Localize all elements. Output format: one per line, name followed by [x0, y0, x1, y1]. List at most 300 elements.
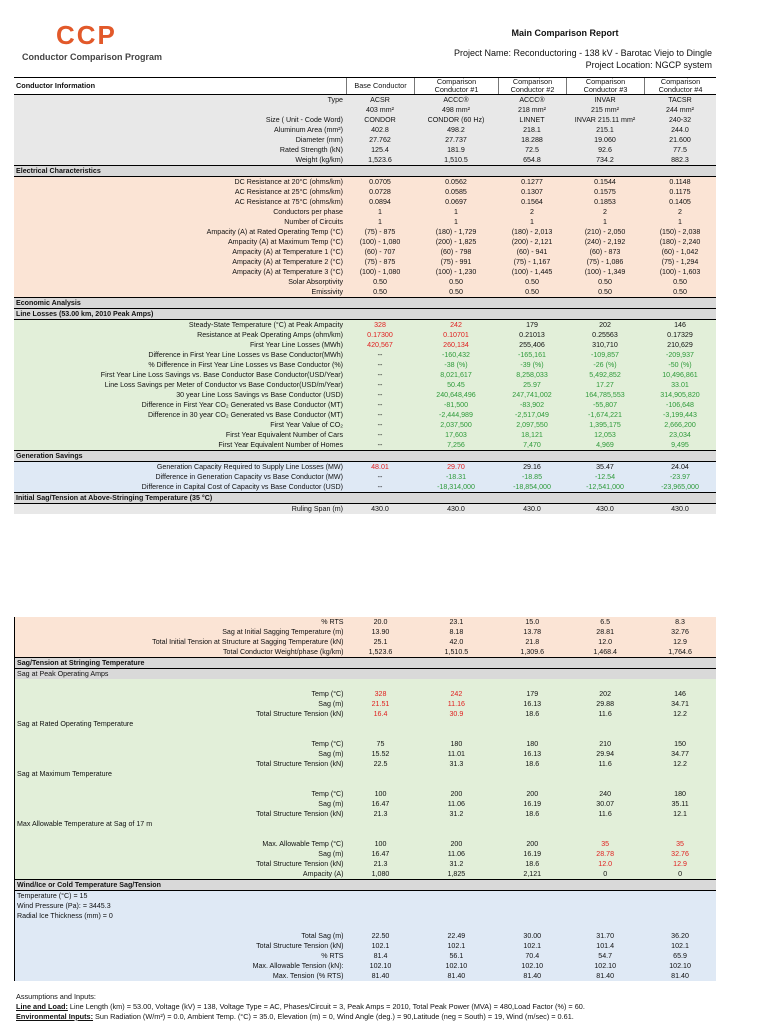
- cell-comparison-3: 1: [603, 218, 607, 226]
- cell-comparison-2: 2,097,550: [516, 421, 548, 429]
- cell-comparison-2: 2,121: [523, 870, 542, 878]
- cell-comparison-3: -12,541,000: [586, 483, 624, 491]
- table-row: [14, 430, 716, 440]
- cell-comparison-2: 0.1307: [521, 188, 543, 196]
- cell-comparison-1: (60) - 798: [440, 248, 472, 256]
- row-label: 30 year Line Loss Savings vs Base Conductor (USD): [176, 391, 343, 399]
- row-label: Line Loss Savings per Meter of Conductor vs Base Conductor(USD/m/Year): [104, 381, 343, 389]
- cell-comparison-1: 2,037,500: [440, 421, 472, 429]
- cell-comparison-2: (100) - 1,445: [511, 268, 553, 276]
- cell-comparison-4: 210,629: [667, 341, 693, 349]
- cell-comparison-1: -81,500: [443, 401, 469, 409]
- row-label: Sag (m): [318, 800, 344, 808]
- cell-comparison-3: 0.25563: [592, 331, 618, 339]
- row-label: Total Structure Tension (kN): [256, 710, 344, 718]
- cell-comparison-4: 12.9: [673, 860, 687, 868]
- cell-comparison-3: 102.10: [594, 962, 617, 970]
- row-label: Total Structure Tension (kN): [256, 942, 344, 950]
- cell-comparison-3: -26 (%): [593, 361, 617, 369]
- row-label: AC Resistance at 75°C (ohms/km): [234, 198, 343, 206]
- cell-comparison-3: 11.6: [598, 710, 612, 718]
- cell-base: 25.1: [373, 638, 388, 646]
- table-row: [14, 482, 716, 492]
- cell-comparison-1: 11.16: [447, 700, 465, 708]
- cell-comparison-3: 215 mm²: [591, 106, 619, 114]
- cell-comparison-2: -83,902: [519, 401, 545, 409]
- cell-comparison-3: 0.50: [598, 288, 612, 296]
- table-row: [14, 115, 716, 125]
- cell-base: --: [377, 483, 383, 491]
- cell-comparison-2: 1,309.6: [520, 648, 545, 656]
- cell-comparison-4: 33.01: [671, 381, 689, 389]
- table-row: [15, 859, 716, 869]
- cell-comparison-3: 202: [599, 321, 611, 329]
- electrical-section-title: Electrical Characteristics: [14, 165, 716, 177]
- cell-comparison-1: 102.10: [445, 962, 468, 970]
- row-label: Total Conductor Weight/phase (kg/km): [223, 648, 344, 656]
- cell-comparison-1: 1: [454, 218, 458, 226]
- cell-base: 403 mm²: [366, 106, 394, 114]
- cell-comparison-4: 65.9: [673, 952, 687, 960]
- row-label: Difference in Capital Cost of Capacity vs Base Conductor (USD): [141, 483, 343, 491]
- cell-comparison-1: 1,510.5: [444, 156, 468, 164]
- cell-comparison-1: 11.06: [447, 850, 465, 858]
- table-row: [15, 709, 716, 719]
- cell-comparison-3: 19.060: [594, 136, 616, 144]
- cell-comparison-2: 255,406: [519, 341, 545, 349]
- cell-comparison-4: -23.97: [669, 473, 691, 481]
- cell-base: 48.01: [371, 463, 389, 471]
- cell-base: 1: [378, 218, 382, 226]
- cell-base: 27.762: [369, 136, 391, 144]
- cell-comparison-3: 17.27: [596, 381, 614, 389]
- cell-comparison-3: 0: [603, 870, 608, 878]
- cell-base: --: [377, 371, 383, 379]
- table-row: [15, 699, 716, 709]
- cell-comparison-1: (200) - 1,825: [435, 238, 477, 246]
- table-row: [14, 145, 716, 155]
- cell-base: 328: [374, 690, 387, 698]
- cell-comparison-2: 179: [526, 321, 538, 329]
- cell-comparison-2: (60) - 941: [516, 248, 548, 256]
- cell-comparison-3: INVAR 215.11 mm²: [574, 116, 636, 124]
- cell-comparison-4: (75) - 1,294: [661, 258, 699, 266]
- cell-comparison-1: 31.2: [449, 810, 464, 818]
- cell-comparison-2: 18,121: [521, 431, 543, 439]
- table-row: [14, 380, 716, 390]
- cell-comparison-3: 12.0: [598, 860, 613, 868]
- cell-comparison-4: 12.9: [673, 638, 687, 646]
- row-label: Type: [327, 96, 343, 104]
- cell-comparison-1: 0.0697: [445, 198, 467, 206]
- cell-comparison-3: 54.7: [598, 952, 613, 960]
- cell-comparison-1: 42.0: [449, 638, 464, 646]
- table-row: [14, 95, 716, 105]
- row-label: Difference in 30 year CO₂ Generated vs Base Conductor (MT): [147, 411, 343, 419]
- logo-subtitle: Conductor Comparison Program: [22, 52, 163, 62]
- cell-comparison-3: 215.1: [596, 126, 614, 134]
- row-label: Ampacity (A) at Temperature 1 (°C): [232, 248, 343, 256]
- cell-base: 100: [374, 790, 387, 798]
- cell-base: --: [377, 421, 383, 429]
- cell-comparison-3: 30.07: [596, 800, 615, 808]
- row-label: Total Structure Tension (kN): [256, 860, 344, 868]
- cell-comparison-1: CONDOR (60 Hz): [427, 116, 485, 124]
- comparison-4-header: Comparison Conductor #4: [644, 78, 716, 94]
- row-label: First Year Equivalent Number of Homes: [218, 441, 343, 449]
- table-row: [14, 400, 716, 410]
- cell-comparison-3: 28.78: [596, 850, 615, 858]
- cell-comparison-1: 181.9: [447, 146, 465, 154]
- cell-comparison-3: 35: [601, 840, 610, 848]
- initial-sag-rows: [15, 617, 716, 657]
- cell-comparison-2: 16.13: [523, 700, 542, 708]
- cell-comparison-4: 0.1405: [669, 198, 691, 206]
- cell-comparison-3: 310,710: [592, 341, 618, 349]
- table-row: [14, 105, 716, 115]
- cell-comparison-4: 77.5: [673, 146, 687, 154]
- cell-comparison-3: 11.6: [598, 810, 612, 818]
- cell-base: 21.51: [371, 700, 390, 708]
- table-row: [15, 951, 716, 961]
- cell-comparison-1: 11.01: [447, 750, 465, 758]
- cell-comparison-3: 734.2: [596, 156, 614, 164]
- cell-base: (75) - 875: [364, 228, 396, 236]
- cell-base: 420,567: [367, 341, 393, 349]
- cell-comparison-2: 16.19: [523, 850, 542, 858]
- table-row: [15, 637, 716, 647]
- cell-comparison-2: 200: [526, 790, 539, 798]
- row-label: Steady-State Temperature (°C) at Peak Ampacity: [188, 321, 343, 329]
- cell-comparison-4: 0: [678, 870, 683, 878]
- cell-comparison-1: -38 (%): [444, 361, 468, 369]
- cell-comparison-2: 200: [526, 840, 539, 848]
- comparison-table-top: [14, 77, 716, 514]
- generation-section-title: Generation Savings: [14, 450, 716, 462]
- table-row: [14, 207, 716, 217]
- environmental-inputs: Environmental Inputs: Sun Radiation (W/m²) = 0.0, Ambient Temp. (°C) = 35.0, Elevation (m) = 0, Wind Angle (deg.) = 90,Latitude (neg = South) = 19, Wind (m/sec) = 0.61.: [16, 1012, 574, 1021]
- cell-base: 21.3: [373, 860, 388, 868]
- cell-base: 1,523.6: [368, 156, 392, 164]
- row-label: Ruling Span (m): [291, 505, 343, 513]
- table-row: [15, 869, 716, 879]
- initial-sag-section-title: Initial Sag/Tension at Above-Stringing Temperature (35 °C): [14, 492, 716, 504]
- table-row: [14, 330, 716, 340]
- table-row: [14, 350, 716, 360]
- cell-comparison-4: 240-32: [668, 116, 692, 124]
- table-row: [14, 504, 716, 514]
- cell-comparison-3: 101.4: [596, 942, 615, 950]
- cell-comparison-4: 12.1: [673, 810, 687, 818]
- row-label: Sag (m): [318, 850, 344, 858]
- cell-comparison-2: 218.1: [523, 126, 541, 134]
- comparison-1-header: Comparison Conductor #1: [414, 78, 498, 94]
- cell-comparison-1: 56.1: [449, 952, 464, 960]
- cell-comparison-3: 5,492,852: [589, 371, 621, 379]
- cell-comparison-2: 247,741,002: [512, 391, 552, 399]
- cell-comparison-1: 8,021,617: [440, 371, 472, 379]
- cell-comparison-3: 29.88: [596, 700, 615, 708]
- row-label: Max. Allowable Tension (kN):: [252, 962, 344, 970]
- cell-comparison-3: 1,468.4: [593, 648, 617, 656]
- table-row: [15, 617, 716, 627]
- row-label: Total Structure Tension (kN): [256, 760, 344, 768]
- table-row: [14, 237, 716, 247]
- cell-comparison-2: 29.16: [523, 463, 541, 471]
- wind-note-pressure: Wind Pressure (Pa): = 3445.3: [17, 902, 111, 910]
- table-row: [15, 809, 716, 819]
- row-label: Total Initial Tension at Structure at Sagging Temperature (kN): [152, 638, 344, 646]
- wind-note-temperature: Temperature (°C) = 15: [17, 892, 88, 900]
- table-row: [14, 472, 716, 482]
- cell-base: 22.5: [373, 760, 388, 768]
- cell-comparison-3: 430.0: [596, 505, 614, 513]
- cell-comparison-3: (100) - 1,349: [584, 268, 626, 276]
- cell-comparison-3: 0.1853: [594, 198, 616, 206]
- cell-comparison-2: LINNET: [519, 116, 545, 124]
- cell-comparison-4: 35.11: [671, 800, 689, 808]
- table-row: [14, 187, 716, 197]
- table-row: [14, 440, 716, 450]
- cell-base: (75) - 875: [364, 258, 396, 266]
- row-label: Weight (kg/km): [295, 156, 343, 164]
- cell-comparison-1: -160,432: [441, 351, 470, 359]
- table-row: [15, 759, 716, 769]
- row-label: Sag at Initial Sagging Temperature (m): [222, 628, 344, 636]
- cell-comparison-4: -106,648: [665, 401, 694, 409]
- cell-base: 15.52: [371, 750, 390, 758]
- cell-comparison-4: 34.71: [671, 700, 689, 708]
- table-header: [14, 77, 716, 95]
- cell-comparison-1: 81.40: [447, 972, 466, 980]
- table-row: [14, 340, 716, 350]
- row-label: % Difference in First Year Line Losses vs Base Conductor (%): [148, 361, 343, 369]
- cell-comparison-1: 0.0585: [445, 188, 467, 196]
- cell-base: 0.17300: [367, 331, 393, 339]
- cell-comparison-4: -50 (%): [668, 361, 692, 369]
- row-label: % RTS: [321, 952, 344, 960]
- cell-comparison-2: -18,854,000: [513, 483, 551, 491]
- cell-comparison-4: 21.600: [669, 136, 691, 144]
- cell-comparison-1: 30.9: [449, 710, 464, 718]
- cell-comparison-4: (60) - 1,042: [661, 248, 699, 256]
- cell-comparison-4: 10,496,861: [662, 371, 698, 379]
- cell-comparison-4: (180) - 2,240: [659, 238, 701, 246]
- table-row: [14, 390, 716, 400]
- cell-comparison-1: 1,825: [447, 870, 466, 878]
- cell-comparison-2: 18.6: [525, 860, 540, 868]
- cell-comparison-3: 29.94: [596, 750, 615, 758]
- cell-comparison-1: 50.45: [447, 381, 465, 389]
- cell-comparison-2: 72.5: [525, 146, 539, 154]
- cell-comparison-3: 6.5: [600, 618, 611, 626]
- row-label: First Year Line Loss Savings vs. Base Conductor Base Conductor(USD/Year): [100, 371, 343, 379]
- cell-comparison-2: 18.6: [525, 760, 540, 768]
- row-label: Max. Tension (% RTS): [272, 972, 344, 980]
- cell-comparison-3: 0.1575: [594, 188, 616, 196]
- cell-comparison-4: 146: [674, 321, 686, 329]
- line-losses-title: Line Losses (53.00 km, 2010 Peak Amps): [14, 309, 716, 320]
- line-loss-rows: [14, 320, 716, 450]
- cell-comparison-2: 179: [526, 690, 539, 698]
- cell-comparison-1: 0.50: [449, 278, 463, 286]
- cell-comparison-3: -1,674,221: [588, 411, 622, 419]
- table-row: [15, 739, 716, 749]
- cell-comparison-4: 0.1175: [669, 188, 691, 196]
- cell-base: 81.4: [373, 952, 388, 960]
- cell-comparison-4: 9,495: [671, 441, 689, 449]
- cell-comparison-4: 34.77: [671, 750, 689, 758]
- cell-comparison-4: 882.3: [671, 156, 689, 164]
- wind-ice-section-title: Wind/Ice or Cold Temperature Sag/Tension: [15, 879, 716, 891]
- cell-comparison-4: 430.0: [671, 505, 689, 513]
- cell-comparison-4: 81.40: [671, 972, 689, 980]
- cell-comparison-2: 102.10: [521, 962, 544, 970]
- table-row: [15, 627, 716, 637]
- cell-comparison-4: (100) - 1,603: [659, 268, 701, 276]
- cell-comparison-4: 244.0: [671, 126, 689, 134]
- report-title: Main Comparison Report: [511, 28, 619, 38]
- cell-comparison-4: (150) - 2,038: [659, 228, 701, 236]
- cell-comparison-2: (180) - 2,013: [511, 228, 553, 236]
- cell-comparison-3: (60) - 873: [589, 248, 621, 256]
- table-row: [14, 197, 716, 207]
- row-label: Rated Strength (kN): [279, 146, 343, 154]
- table-row: [15, 971, 716, 981]
- cell-comparison-4: 180: [674, 790, 686, 798]
- cell-comparison-1: (75) - 991: [440, 258, 472, 266]
- row-label: Ampacity (A) at Temperature 3 (°C): [232, 268, 343, 276]
- table-row: [14, 420, 716, 430]
- peak-amps-rows: [15, 689, 716, 719]
- cell-comparison-4: 102.10: [669, 962, 691, 970]
- cell-base: ACSR: [370, 96, 390, 104]
- table-row: [15, 647, 716, 657]
- comparison-3-header: Comparison Conductor #3: [566, 78, 644, 94]
- comparison-table-bottom: [14, 617, 716, 981]
- generation-rows: [14, 462, 716, 492]
- table-row: [14, 320, 716, 330]
- cell-base: 125.4: [371, 146, 389, 154]
- base-conductor-header: Base Conductor: [346, 78, 414, 94]
- row-label: Temp (°C): [311, 790, 344, 798]
- cell-comparison-4: 1,764.6: [668, 648, 692, 656]
- assumptions-title: Assumptions and Inputs:: [16, 992, 96, 1001]
- ccp-logo: CCP: [56, 20, 117, 50]
- row-label: Number of Circuits: [284, 218, 343, 226]
- cell-comparison-2: 654.8: [523, 156, 541, 164]
- cell-base: 100: [374, 840, 387, 848]
- cell-comparison-1: 242: [450, 690, 463, 698]
- cell-base: 16.47: [371, 800, 390, 808]
- cell-comparison-2: -18.85: [521, 473, 543, 481]
- cell-comparison-4: 23,034: [669, 431, 691, 439]
- cell-comparison-1: -18,314,000: [437, 483, 475, 491]
- row-label: Conductors per phase: [273, 208, 343, 216]
- table-row: [14, 177, 716, 187]
- cell-comparison-2: 81.40: [523, 972, 542, 980]
- row-label: Temp (°C): [311, 690, 344, 698]
- cell-base: --: [377, 411, 383, 419]
- cell-comparison-2: 102.1: [523, 942, 542, 950]
- table-row: [15, 931, 716, 941]
- cell-comparison-4: 12.2: [673, 760, 687, 768]
- cell-comparison-1: 11.06: [447, 800, 465, 808]
- cell-comparison-3: (240) - 2,192: [584, 238, 626, 246]
- cell-comparison-1: 0.10701: [443, 331, 469, 339]
- cell-comparison-3: 164,785,553: [585, 391, 625, 399]
- table-row: [14, 277, 716, 287]
- cell-comparison-3: 210: [599, 740, 612, 748]
- cell-comparison-2: 18.6: [525, 710, 540, 718]
- cell-comparison-4: 0.50: [673, 288, 687, 296]
- cell-comparison-2: 0.50: [525, 288, 539, 296]
- economic-section-title: Economic Analysis: [14, 297, 716, 309]
- row-label: Ampacity (A) at Maximum Temp (°C): [227, 238, 343, 246]
- row-label: Generation Capacity Required to Supply Line Losses (MW): [156, 463, 343, 471]
- cell-base: 430.0: [371, 505, 389, 513]
- cell-comparison-3: 92.6: [598, 146, 612, 154]
- cell-comparison-4: 36.20: [671, 932, 689, 940]
- cell-comparison-1: 31.3: [449, 760, 464, 768]
- table-row: [14, 462, 716, 472]
- cell-base: 0.0705: [369, 178, 391, 186]
- row-label: First Year Line Losses (MWh): [249, 341, 343, 349]
- cell-base: --: [377, 381, 383, 389]
- cell-comparison-1: 242: [450, 321, 462, 329]
- project-name: Project Name: Reconductoring - 138 kV - Barotac Viejo to Dingle: [454, 48, 712, 58]
- table-row: [14, 155, 716, 165]
- row-label: DC Resistance at 20°C (ohms/km): [234, 178, 343, 186]
- cell-base: 328: [374, 321, 386, 329]
- cell-comparison-1: 200: [450, 790, 463, 798]
- cell-comparison-2: 7,470: [523, 441, 541, 449]
- cell-comparison-1: 17,603: [445, 431, 467, 439]
- cell-base: --: [377, 441, 383, 449]
- row-label: Aluminum Area (mm²): [274, 126, 343, 134]
- table-row: [15, 961, 716, 971]
- cell-comparison-2: -165,161: [517, 351, 546, 359]
- cell-comparison-3: 240: [599, 790, 612, 798]
- cell-comparison-1: 0.0562: [445, 178, 467, 186]
- cell-comparison-2: -2,517,049: [515, 411, 549, 419]
- cell-comparison-4: 32.76: [671, 850, 689, 858]
- table-row: [14, 217, 716, 227]
- row-label: Ampacity (A) at Rated Operating Temp (°C): [206, 228, 343, 236]
- cell-comparison-3: -109,857: [590, 351, 619, 359]
- cell-base: --: [377, 473, 383, 481]
- cell-comparison-1: 180: [450, 740, 463, 748]
- conductor-info-header: Conductor Information: [16, 81, 96, 90]
- cell-base: 16.4: [373, 710, 388, 718]
- cell-comparison-2: 1: [530, 218, 534, 226]
- table-row: [15, 849, 716, 859]
- row-label: Temp (°C): [311, 740, 344, 748]
- cell-base: 16.47: [371, 850, 390, 858]
- cell-comparison-3: 81.40: [596, 972, 615, 980]
- cell-comparison-2: 0.21013: [519, 331, 545, 339]
- cell-comparison-2: 70.4: [525, 952, 540, 960]
- table-row: [14, 125, 716, 135]
- cell-base: 102.1: [371, 942, 390, 950]
- cell-base: 21.3: [373, 810, 388, 818]
- cell-comparison-4: -209,937: [665, 351, 694, 359]
- cell-comparison-4: TACSR: [668, 96, 692, 104]
- cell-comparison-2: 16.19: [523, 800, 542, 808]
- row-label: Emissivity: [311, 288, 343, 296]
- cell-base: 0.50: [373, 278, 387, 286]
- cell-comparison-4: 1: [678, 218, 682, 226]
